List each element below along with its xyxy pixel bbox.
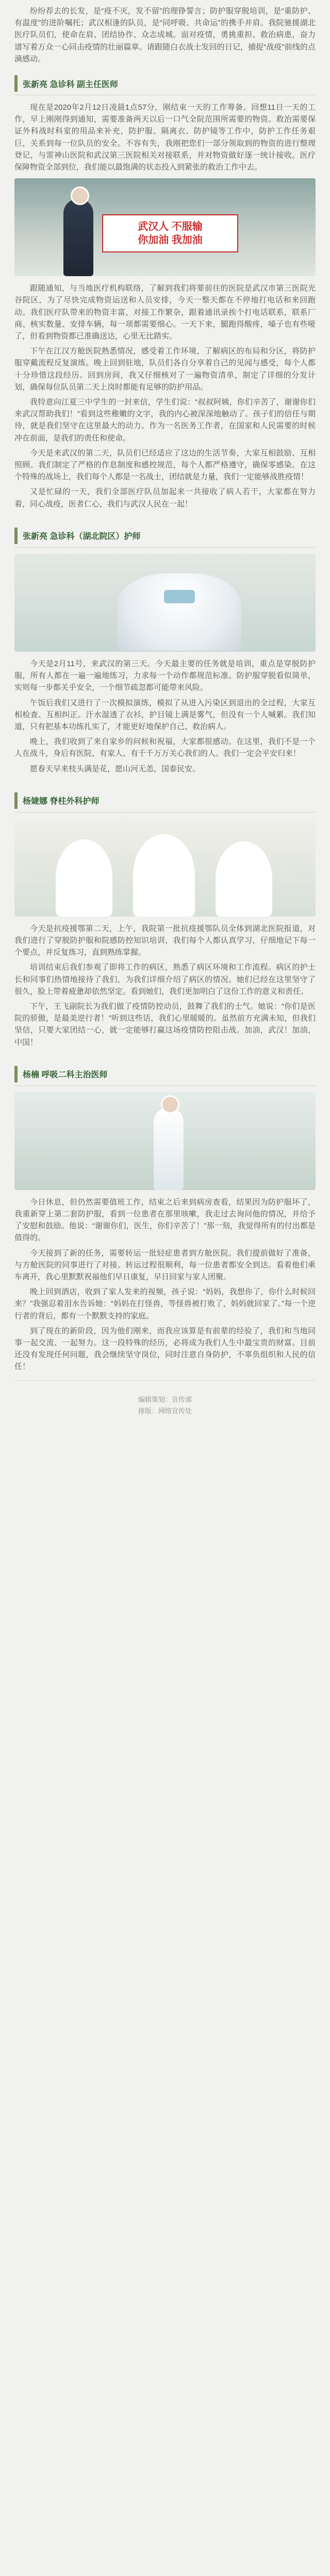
section-2-paragraph-3: 晚上，我们收到了来自家乡的问候和祝福，大家都很感动。在这里，我们不是一个人在战斗，身后有医院、有家人、有千千万万关心我们的人。我们一定会平安归来！ xyxy=(14,737,316,758)
section-3-paragraph-2: 培训结束后我们参观了即将工作的病区，熟悉了病区环境和工作流程。病区的护士长和同事们热情地接待了我们，为我们详细介绍了病区的情况。她们已经在这里坚守了很久，脸上带着疲惫却依然坚定。看到她们，我们更加明白了这份工作的意义和责任。 xyxy=(14,963,316,996)
section-4-paragraph-1: 今日休息，但仍然需要值班工作，结束之后来到病房查看，结果因为防护服坏了，我重新穿上第二套防护服，看到一位患者在那里咳嗽，我走过去询问他的情况，并给予了安慰和鼓励。他说：“谢谢你们，医生，你们辛苦了！”那一刻，我觉得所有的付出都是值得的。 xyxy=(14,1197,316,1243)
section-marker-icon xyxy=(14,528,18,544)
photo-doctor xyxy=(14,1092,316,1190)
section-title-4: 杨楠 呼吸二科主治医师 xyxy=(23,1071,108,1080)
section-marker-icon xyxy=(14,792,18,809)
face-shield-figure xyxy=(164,590,195,603)
section-title-1: 张新亮 急诊科 副主任医师 xyxy=(23,80,118,89)
footer-layout: 排版：网络宣传处 xyxy=(138,1406,192,1415)
section-1-paragraph-5: 今天是来武汉的第二天，队员们已经适应了这边的生活节奏，大家互相鼓励、互相照顾。我们制定了严格的作息制度和感控规范，每个人都严格遵守，确保零感染。在这个特殊的战场上，我们每个人都是一名战士，团结就是力量，我们一定能够战胜疫情！ xyxy=(14,448,316,482)
section-1-paragraph-1: 现在是2020年2月12日凌晨1点57分，刚结束一天的工作筹备。回想11日一天的工作，早上刚刚得到通知，需要准备两天以后一口气全院范围所需要的物资。救治需要保证外科战时科室的用品来补充，防护服、隔离衣、防护镜等工作中，防护工作任务艰巨，关系到每一位队员的安全。不容有失，我刚把您们一部分领取到的物资的进行整理登记，与雷神山医院和武汉第三医院相关对接联系，并对物资做好逐一统计接收。医疗保障物资全部到位，我们能以最饱满的状态投入到紧张的救治工作中去。 xyxy=(14,103,316,172)
section-3-paragraph-1: 今天是抗疫援鄂第二天，上午，我院第一批抗疫援鄂队员全体到湖北医院报道，对我们进行了穿脱防护服和院感防控知识培训，我们每个人都认真学习，仔细地记下每一个要点，并反复练习，直到熟练掌握。 xyxy=(14,924,316,957)
banner-line-1: 武汉人 不服输 xyxy=(138,221,203,233)
section-2-paragraph-2: 午饭后我们又进行了一次模拟演练，模拟了从进入污染区到退出的全过程，大家互相检查、互相纠正。汗水湿透了衣衫，护目镜上满是雾气，但没有一个人喊累。我们知道，只有把基本功练扎实了，才能更好地保护自己、救治病人。 xyxy=(14,698,316,731)
section-header-4 xyxy=(14,1063,316,1086)
footer-divider xyxy=(14,1380,316,1381)
section-marker-icon xyxy=(14,75,18,92)
section-3-paragraph-3: 下午，王飞副院长为我们做了疫情防控动员，鼓舞了我们的士气。她说：“你们是医院的骄傲，是最美逆行者！”听到这些话，我们心里暖暖的。虽然前方充满未知，但我们坚信，只要大家团结一心，就一定能够打赢这场疫情防控阻击战。加油，武汉！加油，中国！ xyxy=(14,1002,316,1047)
section-1-paragraph-2: 跟随通知，与当地医疗机构联络，了解到我们将要前往的医院是武汉市第三医院光谷院区，为了尽快完成物资运送和人员安排，今天一整天都在不停地打电话和来回跑动。我们医疗队带来的物资丰富，对接工作繁杂，跟着通讯录挨个打电话联系，联系厂商、核实数量、安排车辆，每一项都需要细心。一天下来，腿跑得酸疼，嗓子也有些哑了，但看到物资都已准确送达，心里无比踏实。 xyxy=(14,284,316,341)
section-header-1 xyxy=(14,72,316,95)
person-head xyxy=(71,187,89,205)
section-2-paragraph-1: 今天是2月11号，来武汉的第三天。今天最主要的任务就是培训，重点是穿脱防护服，所有人都在一遍一遍地练习，力求每一个动作都规范标准。防护服穿脱看似简单，实则每一步都关乎安全，一个细节疏忽都可能带来风险。 xyxy=(14,659,316,692)
photo-team xyxy=(14,819,316,917)
doctor-figure xyxy=(154,1108,184,1190)
photo-protective-suit xyxy=(14,554,316,652)
footer xyxy=(14,1394,316,1417)
section-1-paragraph-4: 我特意向江夏三中学生的一封来信，学生们说：“叔叔阿姨，你们辛苦了，谢谢你们来武汉帮助我们！”看到这些稚嫩的文字，我的内心被深深地触动了。孩子们的信任与期待，就是我们坚守在这里最大的动力。作为一名医务工作者，在国家和人民需要的时候冲在前面，是我们的责任和使命。 xyxy=(14,398,316,443)
photo-banner xyxy=(14,178,316,276)
section-header-3 xyxy=(14,789,316,812)
section-title-3: 杨婕娜 脊柱外科护师 xyxy=(23,797,100,806)
team-member-1 xyxy=(56,839,112,917)
protective-suit-figure xyxy=(118,573,241,651)
intro xyxy=(14,0,316,65)
section-1-paragraph-6: 又是忙碌的一天，我们全部医疗队员加起来一共接收了病人若干，大家都在努力着，同心战疫，医者仁心，我们与武汉人民在一起！ xyxy=(14,487,316,509)
section-4-paragraph-4: 到了现在的新阶段，因为他们刚来，而我应该算是有前辈的经验了，我们和当地同事一起交流、一起努力。这一段特殊的经历，必将成为我们人生中最宝贵的财富。目前还没有发现任何问题，我会继续坚守岗位，同时注意自身防护，不辜负组织和人民的信任！ xyxy=(14,1326,316,1371)
banner-line-2: 你加油 我加油 xyxy=(138,234,203,246)
section-2-paragraph-4: 愿春天早来枝头满是花，愿山河无恙，国泰民安。 xyxy=(30,764,201,773)
team-member-2 xyxy=(133,834,195,917)
section-header-2 xyxy=(14,524,316,548)
intro-paragraph: 纷纷荐去的长发，是“疫不灭，发不留”的理铮誓言；防护服穿脱培训，是“重防护、有温度”的进阶嘱托；武汉相逢的队员，是“同呼吸、共命运”的携手并肩。我院驰援湖北医疗队员们，使命在肩、团结协作、众志成城。面对疫情，勇挑重担、救治病患，奋力谱写着万众一心同击疫情的壮丽篇章。请跟随白衣战士发回的日记，捕捉“战疫”前线的点滴感动。 xyxy=(14,7,316,63)
section-1-paragraph-3: 下午在江汉方舱医院熟悉情况，感受着工作环境，了解病区的布局和分区，将防护服穿戴流程反复演练。晚上回到驻地，队员们各自分享着自己的见闻与感受，每个人都十分珍惜这段经历。回到房间，我又仔细核对了一遍物资清单，制定了详细的分发计划，确保每位队员第二天上岗时都能有足够的防护用品。 xyxy=(14,347,316,392)
section-4-paragraph-3: 晚上回到酒店，收到了家人发来的视频，孩子说：“妈妈，我想你了，你什么时候回来？”我强忍着泪水告诉她：“妈妈在打怪兽，等怪兽被打败了，妈妈就回家了。”每一个逆行者的背后，都有一个默默支持的家庭。 xyxy=(14,1287,316,1320)
section-4-paragraph-2: 今天接到了新的任务，需要转运一批轻症患者到方舱医院。我们提前做好了准备，与方舱医院的同事进行了对接。转运过程很顺利，每一位患者都安全到达。看着他们乘车离开，我心里默默祝福他们早日康复，早日回家与家人团聚。 xyxy=(14,1248,316,1281)
section-marker-icon xyxy=(14,1066,18,1082)
footer-editor: 编辑策划：宣传部 xyxy=(138,1395,192,1403)
photo-banner-sign xyxy=(102,214,238,252)
person-figure xyxy=(63,199,93,276)
team-member-3 xyxy=(216,841,272,917)
section-title-2: 张新亮 急诊科（湖北院区）护师 xyxy=(23,532,141,541)
doctor-head xyxy=(161,1095,179,1114)
